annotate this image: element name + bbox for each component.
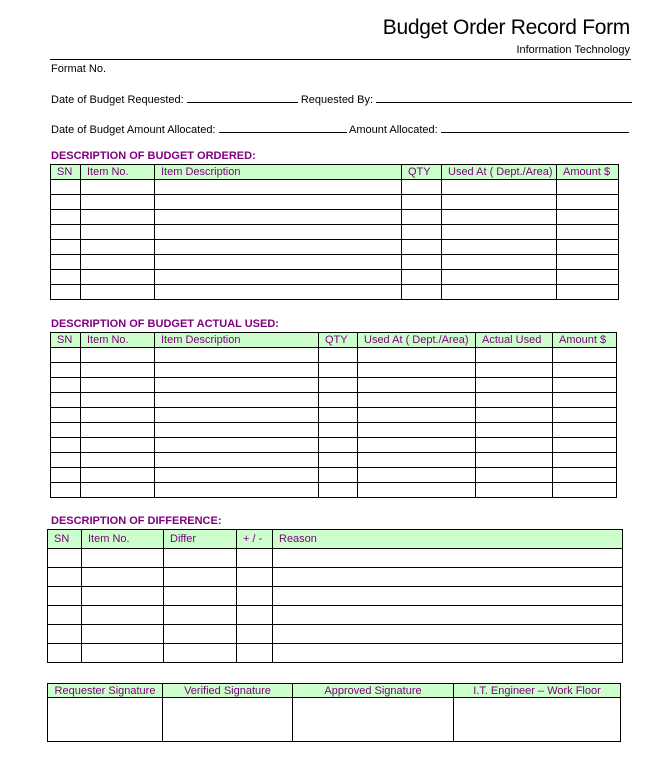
table-cell[interactable] <box>237 587 273 606</box>
ordered-col-amount: Amount $ <box>557 165 619 180</box>
difference-table <box>47 529 623 663</box>
table-cell[interactable] <box>164 568 237 587</box>
table-cell[interactable] <box>81 393 155 408</box>
difference-col-plus-minus: + / - <box>237 530 273 549</box>
table-cell[interactable] <box>319 438 358 453</box>
table-cell[interactable] <box>476 468 553 483</box>
signature-row <box>48 698 621 742</box>
table-row <box>51 393 617 408</box>
table-cell[interactable] <box>237 625 273 644</box>
table-cell[interactable] <box>273 549 623 568</box>
table-cell[interactable] <box>155 363 319 378</box>
table-cell[interactable] <box>81 195 155 210</box>
table-cell[interactable] <box>273 644 623 663</box>
date-requested-field[interactable] <box>187 92 298 103</box>
ordered-table <box>50 164 619 300</box>
table-cell[interactable] <box>155 423 319 438</box>
table-cell[interactable] <box>51 423 81 438</box>
table-cell[interactable] <box>82 606 164 625</box>
requested-by-label: Requested By: <box>300 94 373 106</box>
table-cell[interactable] <box>51 393 81 408</box>
table-cell[interactable] <box>273 587 623 606</box>
table-cell[interactable] <box>557 240 619 255</box>
table-cell[interactable] <box>358 483 476 498</box>
table-cell[interactable] <box>476 423 553 438</box>
it-engineer-signature-box[interactable] <box>454 698 621 742</box>
table-row <box>51 348 617 363</box>
table-cell[interactable] <box>155 348 319 363</box>
actual-col-item-no: Item No. <box>81 333 155 348</box>
table-cell[interactable] <box>442 240 557 255</box>
table-cell[interactable] <box>81 285 155 300</box>
table-cell[interactable] <box>442 210 557 225</box>
table-row <box>51 363 617 378</box>
table-cell[interactable] <box>557 180 619 195</box>
table-cell[interactable] <box>51 255 81 270</box>
table-cell[interactable] <box>82 568 164 587</box>
table-cell[interactable] <box>155 195 402 210</box>
table-cell[interactable] <box>442 270 557 285</box>
actual-col-sn: SN <box>51 333 81 348</box>
table-row <box>51 195 619 210</box>
table-cell[interactable] <box>81 240 155 255</box>
table-cell[interactable] <box>155 225 402 240</box>
table-cell[interactable] <box>48 587 82 606</box>
table-cell[interactable] <box>81 363 155 378</box>
table-cell[interactable] <box>51 363 81 378</box>
table-cell[interactable] <box>557 195 619 210</box>
table-cell[interactable] <box>553 453 617 468</box>
table-cell[interactable] <box>81 438 155 453</box>
table-cell[interactable] <box>48 568 82 587</box>
table-cell[interactable] <box>319 408 358 423</box>
table-row <box>48 587 623 606</box>
table-cell[interactable] <box>51 210 81 225</box>
table-cell[interactable] <box>319 423 358 438</box>
table-cell[interactable] <box>358 363 476 378</box>
table-cell[interactable] <box>442 285 557 300</box>
table-cell[interactable] <box>402 240 442 255</box>
table-cell[interactable] <box>358 438 476 453</box>
table-cell[interactable] <box>553 483 617 498</box>
table-row <box>51 225 619 240</box>
table-cell[interactable] <box>81 483 155 498</box>
table-cell[interactable] <box>476 393 553 408</box>
date-allocated-label: Date of Budget Amount Allocated: <box>51 124 216 136</box>
table-cell[interactable] <box>81 270 155 285</box>
table-cell[interactable] <box>402 195 442 210</box>
table-cell[interactable] <box>358 408 476 423</box>
table-row <box>48 568 623 587</box>
table-cell[interactable] <box>319 468 358 483</box>
table-cell[interactable] <box>155 255 402 270</box>
table-row <box>51 423 617 438</box>
table-cell[interactable] <box>81 348 155 363</box>
actual-col-qty: QTY <box>319 333 358 348</box>
table-cell[interactable] <box>319 363 358 378</box>
actual-col-item-description: Item Description <box>155 333 319 348</box>
table-row <box>48 549 623 568</box>
table-cell[interactable] <box>402 285 442 300</box>
ordered-section-heading: DESCRIPTION OF BUDGET ORDERED: <box>51 150 256 162</box>
table-row <box>48 606 623 625</box>
table-cell[interactable] <box>51 378 81 393</box>
table-cell[interactable] <box>155 180 402 195</box>
difference-col-sn: SN <box>48 530 82 549</box>
table-cell[interactable] <box>273 625 623 644</box>
table-cell[interactable] <box>82 549 164 568</box>
table-cell[interactable] <box>553 408 617 423</box>
table-cell[interactable] <box>557 285 619 300</box>
table-row <box>48 625 623 644</box>
table-row <box>51 210 619 225</box>
table-row <box>51 438 617 453</box>
table-cell[interactable] <box>51 225 81 240</box>
table-cell[interactable] <box>476 378 553 393</box>
table-cell[interactable] <box>237 606 273 625</box>
form-subtitle: Information Technology <box>516 44 630 56</box>
amount-allocated-label: Amount Allocated: <box>349 124 438 136</box>
table-cell[interactable] <box>273 568 623 587</box>
table-cell[interactable] <box>164 549 237 568</box>
table-cell[interactable] <box>402 180 442 195</box>
form-title: Budget Order Record Form <box>382 16 630 39</box>
table-cell[interactable] <box>442 225 557 240</box>
table-cell[interactable] <box>319 348 358 363</box>
table-cell[interactable] <box>319 378 358 393</box>
table-cell[interactable] <box>81 180 155 195</box>
table-row <box>51 453 617 468</box>
table-cell[interactable] <box>553 468 617 483</box>
difference-header-row <box>48 530 623 549</box>
date-allocated-row <box>51 122 629 136</box>
table-cell[interactable] <box>51 270 81 285</box>
ordered-header-row <box>51 165 619 180</box>
table-cell[interactable] <box>358 393 476 408</box>
table-cell[interactable] <box>553 378 617 393</box>
signature-table <box>47 683 621 742</box>
ordered-col-qty: QTY <box>402 165 442 180</box>
table-row <box>51 270 619 285</box>
table-cell[interactable] <box>155 468 319 483</box>
table-cell[interactable] <box>48 606 82 625</box>
table-cell[interactable] <box>164 644 237 663</box>
table-cell[interactable] <box>557 255 619 270</box>
requester-signature-label: Requester Signature <box>48 684 163 698</box>
difference-col-differ: Differ <box>164 530 237 549</box>
ordered-col-used-at: Used At ( Dept./Area) <box>442 165 557 180</box>
table-row <box>51 378 617 393</box>
table-cell[interactable] <box>442 255 557 270</box>
table-cell[interactable] <box>51 285 81 300</box>
table-cell[interactable] <box>48 644 82 663</box>
table-row <box>51 180 619 195</box>
actual-section-heading: DESCRIPTION OF BUDGET ACTUAL USED: <box>51 318 279 330</box>
table-cell[interactable] <box>358 453 476 468</box>
table-cell[interactable] <box>319 453 358 468</box>
table-cell[interactable] <box>48 549 82 568</box>
table-row <box>51 240 619 255</box>
table-cell[interactable] <box>81 378 155 393</box>
table-cell[interactable] <box>82 644 164 663</box>
ordered-col-item-description: Item Description <box>155 165 402 180</box>
table-cell[interactable] <box>48 625 82 644</box>
requested-by-field[interactable] <box>376 92 632 103</box>
table-cell[interactable] <box>81 423 155 438</box>
table-cell[interactable] <box>476 348 553 363</box>
table-cell[interactable] <box>155 378 319 393</box>
approved-signature-label: Approved Signature <box>293 684 454 698</box>
approved-signature-box[interactable] <box>293 698 454 742</box>
difference-section-heading: DESCRIPTION OF DIFFERENCE: <box>51 515 222 527</box>
table-cell[interactable] <box>553 438 617 453</box>
table-cell[interactable] <box>81 468 155 483</box>
table-cell[interactable] <box>476 438 553 453</box>
actual-col-actual-used: Actual Used <box>476 333 553 348</box>
table-cell[interactable] <box>476 453 553 468</box>
table-cell[interactable] <box>237 644 273 663</box>
table-cell[interactable] <box>237 549 273 568</box>
table-cell[interactable] <box>51 180 81 195</box>
actual-table <box>50 332 617 498</box>
table-cell[interactable] <box>553 393 617 408</box>
table-row <box>51 285 619 300</box>
table-cell[interactable] <box>557 270 619 285</box>
table-cell[interactable] <box>82 587 164 606</box>
table-cell[interactable] <box>155 240 402 255</box>
table-cell[interactable] <box>155 210 402 225</box>
header-divider <box>50 59 631 60</box>
date-requested-label: Date of Budget Requested: <box>51 94 184 106</box>
verified-signature-label: Verified Signature <box>163 684 293 698</box>
ordered-col-sn: SN <box>51 165 81 180</box>
table-row <box>48 644 623 663</box>
table-cell[interactable] <box>237 568 273 587</box>
difference-col-item-no: Item No. <box>82 530 164 549</box>
table-cell[interactable] <box>164 606 237 625</box>
table-cell[interactable] <box>51 195 81 210</box>
table-cell[interactable] <box>476 363 553 378</box>
table-cell[interactable] <box>155 270 402 285</box>
table-cell[interactable] <box>51 468 81 483</box>
table-cell[interactable] <box>155 285 402 300</box>
actual-col-amount: Amount $ <box>553 333 617 348</box>
table-cell[interactable] <box>51 240 81 255</box>
table-cell[interactable] <box>155 438 319 453</box>
table-cell[interactable] <box>81 408 155 423</box>
table-cell[interactable] <box>51 438 81 453</box>
signature-header-row <box>48 684 621 698</box>
table-cell[interactable] <box>553 348 617 363</box>
table-cell[interactable] <box>81 210 155 225</box>
date-allocated-field[interactable] <box>219 122 347 133</box>
table-cell[interactable] <box>553 423 617 438</box>
table-cell[interactable] <box>402 225 442 240</box>
table-cell[interactable] <box>358 348 476 363</box>
table-cell[interactable] <box>402 270 442 285</box>
table-cell[interactable] <box>358 423 476 438</box>
table-cell[interactable] <box>81 255 155 270</box>
amount-allocated-field[interactable] <box>441 122 629 133</box>
table-cell[interactable] <box>51 348 81 363</box>
table-cell[interactable] <box>319 483 358 498</box>
table-cell[interactable] <box>476 408 553 423</box>
format-no-label: Format No. <box>51 63 107 75</box>
table-cell[interactable] <box>81 453 155 468</box>
table-cell[interactable] <box>164 625 237 644</box>
table-cell[interactable] <box>402 210 442 225</box>
it-engineer-signature-label: I.T. Engineer – Work Floor <box>454 684 621 698</box>
verified-signature-box[interactable] <box>163 698 293 742</box>
table-cell[interactable] <box>164 587 237 606</box>
table-row <box>51 255 619 270</box>
actual-header-row <box>51 333 617 348</box>
table-cell[interactable] <box>442 180 557 195</box>
table-cell[interactable] <box>358 378 476 393</box>
ordered-col-item-no: Item No. <box>81 165 155 180</box>
date-requested-row <box>51 92 632 106</box>
table-cell[interactable] <box>82 625 164 644</box>
table-cell[interactable] <box>402 255 442 270</box>
actual-col-used-at: Used At ( Dept./Area) <box>358 333 476 348</box>
table-cell[interactable] <box>155 453 319 468</box>
table-cell[interactable] <box>51 453 81 468</box>
table-cell[interactable] <box>319 393 358 408</box>
table-cell[interactable] <box>273 606 623 625</box>
requester-signature-box[interactable] <box>48 698 163 742</box>
table-cell[interactable] <box>442 195 557 210</box>
table-cell[interactable] <box>476 483 553 498</box>
table-cell[interactable] <box>155 393 319 408</box>
table-row <box>51 483 617 498</box>
table-row <box>51 468 617 483</box>
table-cell[interactable] <box>81 225 155 240</box>
table-cell[interactable] <box>553 363 617 378</box>
table-row <box>51 408 617 423</box>
table-cell[interactable] <box>51 408 81 423</box>
table-cell[interactable] <box>155 408 319 423</box>
table-cell[interactable] <box>557 225 619 240</box>
table-cell[interactable] <box>155 483 319 498</box>
table-cell[interactable] <box>358 468 476 483</box>
difference-col-reason: Reason <box>273 530 623 549</box>
table-cell[interactable] <box>557 210 619 225</box>
table-cell[interactable] <box>51 483 81 498</box>
